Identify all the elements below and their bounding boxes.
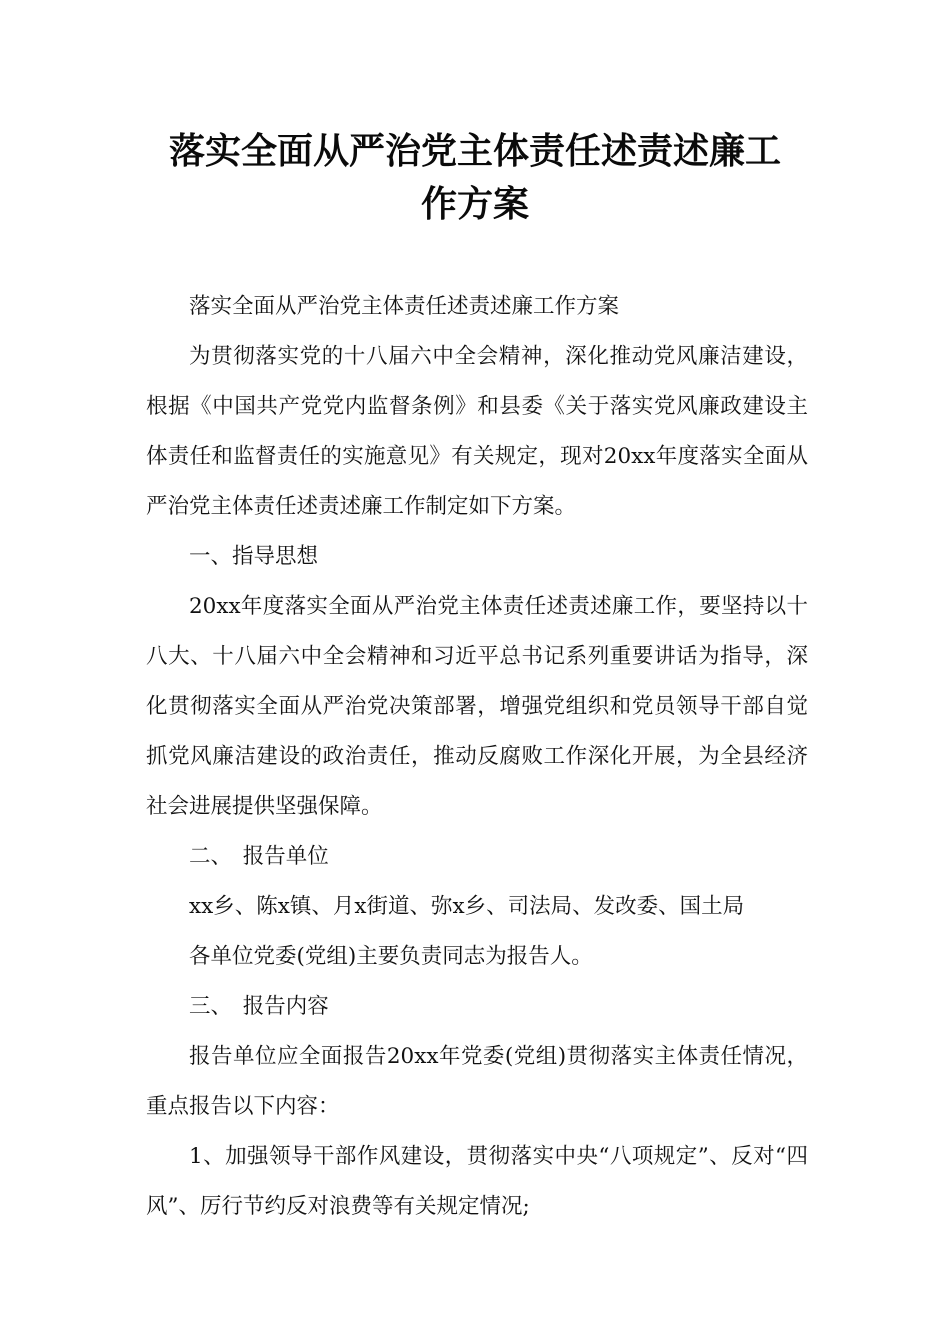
- list-item-1: 1、加强领导干部作风建设，贯彻落实中央“八项规定”、反对“四风”、厉行节约反对浪费等有关规定情况;: [146, 1144, 808, 1219]
- section-heading-reporting-units: 二、 报告单位: [189, 844, 329, 869]
- paragraph-intro: 为贯彻落实党的十八届六中全会精神，深化推动党风廉洁建设，根据《中国共产党党内监督条例》和县委《关于落实党风廉政建设主体责任和监督责任的实施意见》有关规定，现对20xx年度落实全面从严治党主体责任述责述廉工作制定如下方案。: [146, 344, 808, 519]
- paragraph-subtitle: 落实全面从严治党主体责任述责述廉工作方案: [189, 294, 620, 319]
- document-title-line-1: 落实全面从严治党主体责任述责述廉工: [168, 131, 781, 172]
- paragraph-report-content: 报告单位应全面报告20xx年党委(党组)贯彻落实主体责任情况，重点报告以下内容：: [146, 1044, 808, 1119]
- paragraph-unit-list: xx乡、陈x镇、月x街道、弥x乡、司法局、发改委、国土局: [189, 894, 745, 919]
- document-body: [146, 282, 808, 1232]
- section-heading-guiding-thought: 一、指导思想: [189, 544, 319, 569]
- document-title-line-2: 作方案: [420, 184, 529, 225]
- section-heading-report-content: 三、 报告内容: [189, 994, 329, 1019]
- paragraph-reporters: 各单位党委(党组)主要负责同志为报告人。: [189, 944, 593, 969]
- paragraph-guiding-thought: 20xx年度落实全面从严治党主体责任述责述廉工作，要坚持以十八大、十八届六中全会精神和习近平总书记系列重要讲话为指导，深化贯彻落实全面从严治党决策部署，增强党组织和党员领导干部自觉抓党风廉洁建设的政治责任，推动反腐败工作深化开展，为全县经济社会进展提供坚强保障。: [146, 594, 808, 819]
